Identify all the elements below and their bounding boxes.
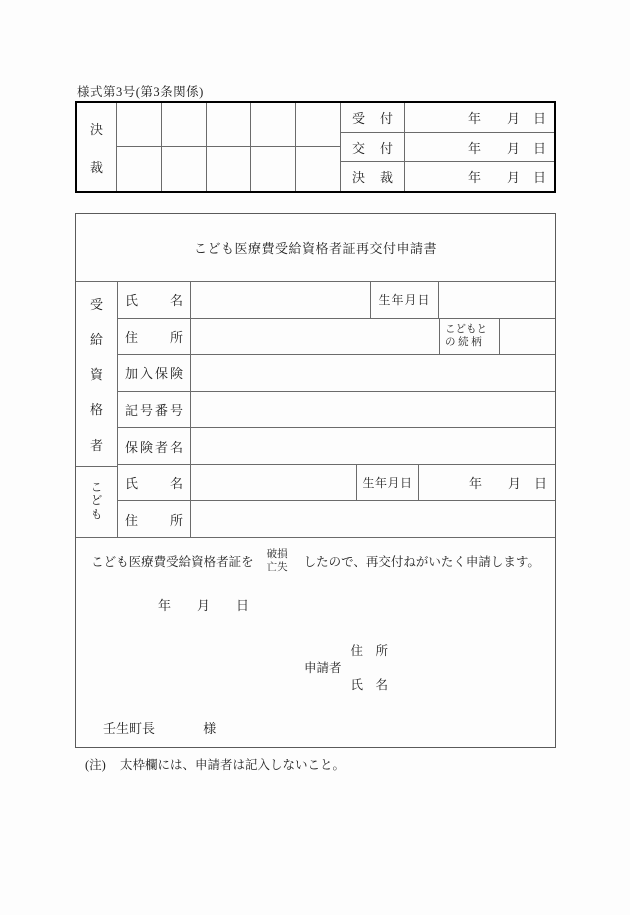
applicant-block xyxy=(304,641,388,693)
field-rows xyxy=(118,282,555,537)
relation-to-child-label xyxy=(440,319,500,355)
stamp-cell xyxy=(117,103,162,147)
child-address-label xyxy=(118,501,191,537)
approval-stamp-grid xyxy=(117,103,341,191)
symbol-number-field xyxy=(191,392,555,428)
reception-row xyxy=(341,103,554,133)
recipient-name-label-text: 氏名 xyxy=(125,293,183,309)
issue-label xyxy=(341,133,405,162)
child-name-field xyxy=(191,465,357,501)
issue-date-field: 年 月 日 xyxy=(467,140,546,156)
applicant-lines xyxy=(351,641,389,693)
stamp-cell xyxy=(251,147,296,191)
child-section-label xyxy=(76,467,117,537)
declaration-section xyxy=(76,538,555,747)
recipient-address-label-text: 住所 xyxy=(125,329,183,345)
recipient-name-row xyxy=(118,282,555,319)
symbol-number-row xyxy=(118,392,555,429)
child-address-label-text: 住所 xyxy=(125,512,183,528)
stamp-cell xyxy=(117,147,162,191)
stamp-cell xyxy=(162,147,207,191)
reason-lost: 亡失 xyxy=(266,562,288,574)
declaration-text-after: したので、再交付ねがいたく申請します。 xyxy=(303,555,540,570)
child-name-row xyxy=(118,465,555,502)
child-birthdate-field: 年 月 日 xyxy=(468,476,547,492)
insurer-name-row xyxy=(118,428,555,465)
recipient-char: 格 xyxy=(89,402,103,418)
decision-label-text: 決裁 xyxy=(352,170,393,186)
child-name-label-text: 氏名 xyxy=(125,476,183,492)
footnote-text: 太枠欄には、申請者は記入しないこと。 xyxy=(119,758,345,772)
declaration-text-before: こども医療費受給資格者証を xyxy=(91,555,254,570)
decision-date-field: 年 月 日 xyxy=(467,170,546,186)
child-birthdate-label: 生年月日 xyxy=(357,465,419,501)
applicant-address-label: 住 所 xyxy=(350,644,389,658)
relation-label-line1: こどもと xyxy=(445,323,487,335)
recipient-name-field xyxy=(191,282,371,318)
recipient-birthdate-label: 生年月日 xyxy=(371,282,439,318)
child-name-label xyxy=(118,465,191,501)
footnote-prefix: (注) xyxy=(85,758,106,772)
decision-label xyxy=(341,162,405,191)
recipient-char: 者 xyxy=(89,437,103,453)
honorific: 様 xyxy=(203,721,217,736)
decision-row xyxy=(341,162,554,191)
relation-label-line2: の 続 柄 xyxy=(445,337,482,349)
reason-options xyxy=(267,548,288,574)
insurance-field xyxy=(191,355,555,391)
footnote xyxy=(85,755,345,773)
form-body-rows xyxy=(76,282,555,538)
child-char: こ xyxy=(90,481,103,494)
approval-vertical-label xyxy=(77,103,117,191)
recipient-address-label xyxy=(118,319,191,355)
approval-date-rows xyxy=(341,103,554,191)
recipient-char: 受 xyxy=(89,297,103,313)
stamp-cell xyxy=(296,103,341,147)
form-code-label: 様式第3号(第3条関係) xyxy=(77,85,204,99)
applicant-name-label: 氏 名 xyxy=(350,678,389,692)
reception-label xyxy=(341,103,405,132)
stamp-cell xyxy=(207,147,252,191)
issue-label-text: 交付 xyxy=(352,140,393,156)
recipient-section-label xyxy=(76,282,117,467)
stamp-cell xyxy=(251,103,296,147)
recipient-char: 資 xyxy=(89,367,103,383)
approval-label-char: 決 xyxy=(89,121,103,137)
section-label-column xyxy=(76,282,118,537)
reception-date-field: 年 月 日 xyxy=(467,110,546,126)
recipient-address-row xyxy=(118,319,555,356)
reception-label-text: 受付 xyxy=(352,110,393,126)
form-title: こども医療費受給資格者証再交付申請書 xyxy=(76,214,555,282)
symbol-number-label-text: 記号番号 xyxy=(125,403,183,419)
application-date-line: 年 月 日 xyxy=(158,598,250,613)
insurer-name-field xyxy=(191,428,555,464)
child-address-row xyxy=(118,501,555,537)
stamp-cell xyxy=(162,103,207,147)
approval-label-char: 裁 xyxy=(89,159,103,175)
insurance-label xyxy=(118,355,191,391)
addressee-line xyxy=(103,718,216,737)
recipient-address-field xyxy=(191,319,440,355)
relation-to-child-field xyxy=(500,319,555,355)
insurer-name-label xyxy=(118,428,191,464)
reason-damaged: 破損 xyxy=(266,549,288,560)
insurer-name-label-text: 保険者名 xyxy=(125,439,183,455)
insurance-label-text: 加入保険 xyxy=(125,366,183,382)
child-char: も xyxy=(90,508,103,521)
addressee-name: 壬生町長 xyxy=(103,721,156,736)
symbol-number-label xyxy=(118,392,191,428)
stamp-cell xyxy=(296,147,341,191)
application-form-table xyxy=(75,213,556,748)
issue-row xyxy=(341,133,554,163)
applicant-label: 申請者 xyxy=(304,661,342,675)
recipient-name-label xyxy=(118,282,191,318)
insurance-row xyxy=(118,355,555,392)
recipient-char: 給 xyxy=(89,332,103,348)
recipient-birthdate-field xyxy=(439,282,555,318)
approval-box xyxy=(75,101,556,193)
child-address-field xyxy=(191,501,555,537)
stamp-cell xyxy=(207,103,252,147)
child-char: ど xyxy=(90,495,103,508)
declaration-sentence xyxy=(76,548,555,574)
